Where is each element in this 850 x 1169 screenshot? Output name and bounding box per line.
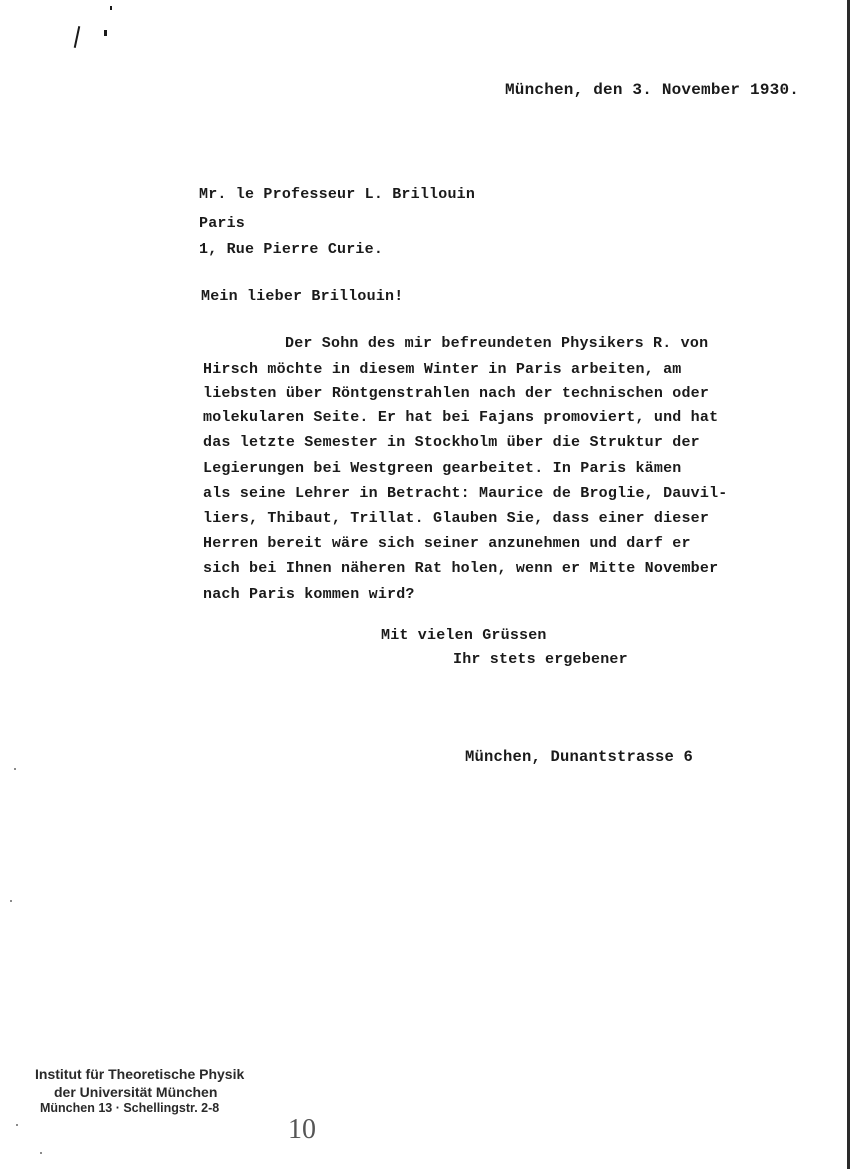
institute-stamp bbox=[32, 1066, 272, 1117]
sender-address: München, Dunantstrasse 6 bbox=[465, 748, 694, 766]
recipient-city: Paris bbox=[199, 215, 246, 232]
page-number: 10 bbox=[288, 1114, 316, 1145]
recipient-name: Mr. le Professeur L. Brillouin bbox=[199, 186, 476, 203]
body-line: liebsten über Röntgenstrahlen nach der technischen oder bbox=[203, 385, 710, 402]
body-line: sich bei Ihnen näheren Rat holen, wenn er Mitte November bbox=[203, 560, 719, 577]
body-line: Legierungen bei Westgreen gearbeitet. In Paris kämen bbox=[203, 460, 682, 477]
body-line: liers, Thibaut, Trillat. Glauben Sie, dass einer dieser bbox=[203, 510, 710, 527]
body-line: Herren bereit wäre sich seiner anzunehmen und darf er bbox=[203, 535, 691, 552]
scan-speck bbox=[40, 1152, 42, 1154]
body-line: als seine Lehrer in Betracht: Maurice de Broglie, Dauvil- bbox=[203, 485, 728, 502]
body-line: Der Sohn des mir befreundeten Physikers R. von bbox=[285, 335, 709, 352]
stamp-line: der Universität München bbox=[54, 1083, 218, 1100]
closing-greeting: Mit vielen Grüssen bbox=[381, 627, 547, 644]
body-line: molekularen Seite. Er hat bei Fajans promoviert, und hat bbox=[203, 409, 719, 426]
scan-speck bbox=[14, 768, 16, 770]
stamp-line: München 13 · Schellingstr. 2-8 bbox=[40, 1101, 220, 1115]
salutation: Mein lieber Brillouin! bbox=[201, 288, 404, 305]
date-line: München, den 3. November 1930. bbox=[505, 81, 800, 99]
ink-mark bbox=[104, 30, 107, 36]
scan-speck bbox=[16, 1124, 18, 1126]
scan-speck bbox=[10, 900, 12, 902]
closing-signoff: Ihr stets ergebener bbox=[453, 651, 628, 668]
ink-mark bbox=[74, 26, 81, 48]
body-line: das letzte Semester in Stockholm über die Struktur der bbox=[203, 434, 700, 451]
recipient-street: 1, Rue Pierre Curie. bbox=[199, 241, 384, 258]
ink-mark bbox=[110, 6, 112, 10]
body-line: Hirsch möchte in diesem Winter in Paris arbeiten, am bbox=[203, 361, 682, 378]
stamp-line: Institut für Theoretische Physik bbox=[35, 1066, 245, 1082]
body-line: nach Paris kommen wird? bbox=[203, 586, 415, 603]
